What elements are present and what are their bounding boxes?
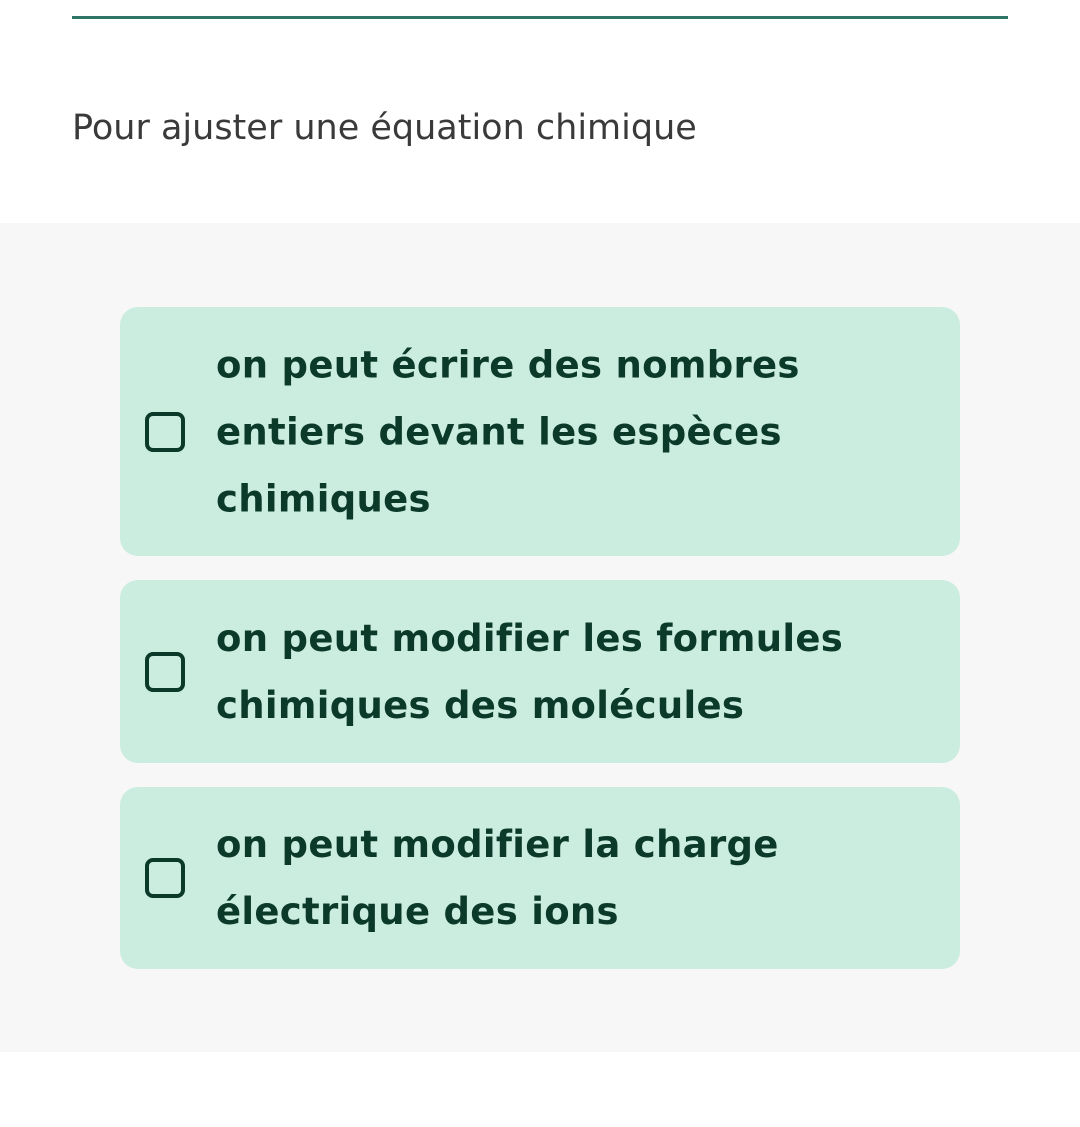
checkbox-icon[interactable] [145,412,185,452]
question-text: Pour ajuster une équation chimique [72,108,697,148]
checkbox-icon[interactable] [145,858,185,898]
option-label: on peut écrire des nombres entiers devant les espèces chimiques [216,343,800,520]
option-label: on peut modifier les formules chimiques des molécules [216,616,844,727]
progress-divider [72,16,1008,19]
option-modify-formulas[interactable] [120,580,960,763]
option-integer-coefficients[interactable] [120,307,960,556]
option-modify-ion-charge[interactable] [120,787,960,969]
option-label: on peut modifier la charge électrique des ions [216,823,779,933]
options-panel [0,223,1080,1052]
checkbox-icon[interactable] [145,652,185,692]
